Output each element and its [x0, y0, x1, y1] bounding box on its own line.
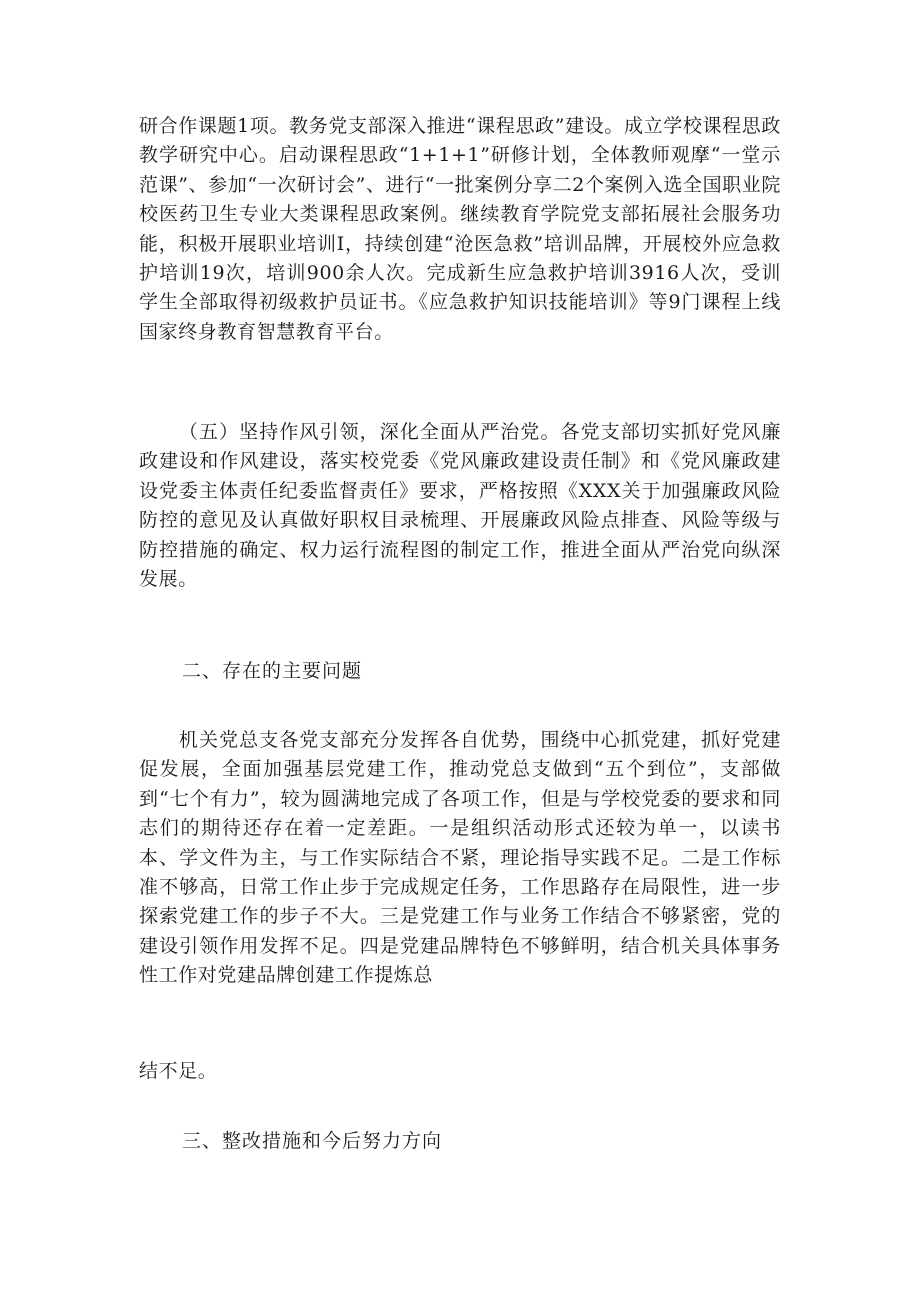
paragraph-main-problems: 机关党总支各党支部充分发挥各自优势，围绕中心抓党建，抓好党建促发展，全面加强基层党建工作，推动党总支做到“五个到位”，支部做到“七个有力”，较为圆满地完成了各项工作，但是与学校党委的要求和同志们的期待还存在着一定差距。一是组织活动形式还较为单一，以读书本、学文件为主，与工作实际结合不紧，理论指导实践不足。二是工作标准不够高，日常工作止步于完成规定任务，工作思路存在局限性，进一步探索党建工作的步子不大。三是党建工作与业务工作结合不够紧密，党的建设引领作用发挥不足。四是党建品牌特色不够鲜明，结合机关具体事务性工作对党建品牌创建工作提炼总 [139, 729, 781, 987]
section-heading-main-problems: 二、存在的主要问题 [182, 660, 363, 682]
paragraph-continuation: 结不足。 [139, 1060, 218, 1082]
paragraph-party-discipline: （五）坚持作风引领，深化全面从严治党。各党支部切实抓好党风廉政建设和作风建设，落实校党委《党风廉政建设责任制》和《党风廉政建设党委主体责任纪委监督责任》要求，严格按照《XXX关于加强廉政风险防控的意见及认真做好职权目录梳理、开展廉政风险点排查、风险等级与防控措施的确定、权力运行流程图的制定工作，推进全面从严治党向纵深发展。 [139, 421, 781, 591]
paragraph-course-ideology: 研合作课题1项。教务党支部深入推进“课程思政”建设。成立学校课程思政教学研究中心。启动课程思政“1+1+1”研修计划，全体教师观摩“一堂示范课”、参加“一次研讨会”、进行“一批案例分享二2个案例入选全国职业院校医药卫生专业大类课程思政案例。继续教育学院党支部拓展社会服务功能，积极开展职业培训I，持续创建“沧医急救”培训品牌，开展校外应急救护培训19次，培训900余人次。完成新生应急救护培训3916人次，受训学生全部取得初级救护员证书。《应急救护知识技能培训》等9门课程上线国家终身教育智慧教育平台。 [139, 115, 781, 343]
section-heading-rectification: 三、整改措施和今后努力方向 [182, 1130, 443, 1152]
